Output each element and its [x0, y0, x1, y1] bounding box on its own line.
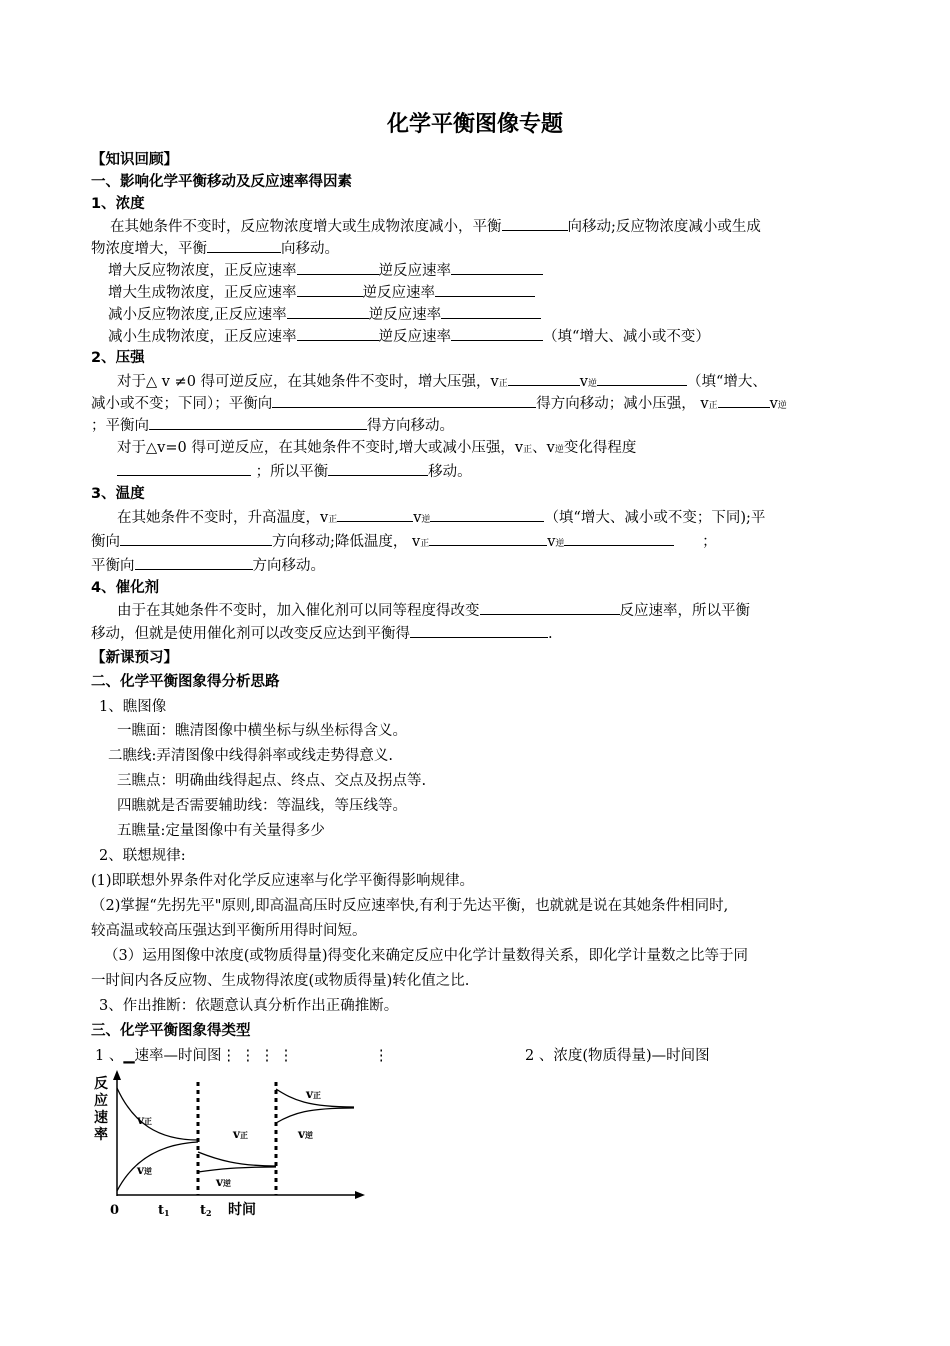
- type-1-label: 1 、▁速率—时间图⋮ ⋮ ⋮ ⋮: [95, 1048, 294, 1064]
- blank[interactable]: [429, 531, 547, 546]
- blank[interactable]: [297, 260, 379, 275]
- blank[interactable]: [272, 393, 536, 408]
- blank[interactable]: [297, 326, 379, 341]
- step-2b-2: 较高温或较高压强达到平衡所用得时间短。: [91, 923, 367, 939]
- step-2c-1: （3）运用图像中浓度(或物质得量)得变化来确定反应中化学计量数得关系，即化学计量数之比等于同: [104, 948, 749, 964]
- cat-line-1: 由于在其她条件不变时，加入催化剂可以同等程度得改变 反应速率，所以平衡: [117, 600, 750, 621]
- conc-line-2: 物浓度增大，平衡 向移动。: [91, 238, 339, 259]
- section-3-heading: 三、化学平衡图象得类型: [91, 1023, 251, 1039]
- v-reverse-curve-2: [198, 1167, 276, 1172]
- press-line-1: 对于△ v ≠0 得可逆反应，在其她条件不变时，增大压强，v正 v逆 （填“增大、: [117, 371, 767, 394]
- page-title: 化学平衡图像专题: [386, 112, 563, 137]
- temp-line-1: 在其她条件不变时，升高温度，v正 v逆 （填“增大、减小或不变；下同);平: [117, 507, 765, 530]
- blank[interactable]: [508, 371, 580, 386]
- press-heading: 2、压强: [91, 350, 145, 366]
- press-line-5: ；所以平衡 移动。: [117, 461, 472, 482]
- blank[interactable]: [430, 507, 544, 522]
- origin-label: 0: [110, 1203, 120, 1218]
- label-v-reverse-1: v逆: [137, 1163, 152, 1177]
- blank[interactable]: [337, 507, 413, 522]
- step-2c-2: 一时间内各反应物、生成物得浓度(或物质得量)转化值之比.: [91, 973, 470, 989]
- blank[interactable]: [451, 326, 543, 341]
- label-v-forward-3: v正: [306, 1087, 321, 1101]
- conc-line-1: 在其她条件不变时，反应物浓度增大或生成物浓度减小，平衡 向移动;反应物浓度减小或生成: [110, 216, 761, 237]
- blank[interactable]: [410, 623, 548, 638]
- step-1c: 三瞧点：明确曲线得起点、终点、交点及拐点等.: [117, 773, 427, 789]
- temp-heading: 3、温度: [91, 486, 145, 502]
- label-v-forward-1: v正: [137, 1113, 152, 1127]
- blank[interactable]: [135, 555, 253, 570]
- blank[interactable]: [718, 393, 770, 408]
- label-v-reverse-2: v逆: [216, 1175, 231, 1189]
- conc-rate-4: 减小生成物浓度，正反应速率 逆反应速率 （填“增大、减小或不变）: [108, 326, 710, 347]
- y-axis-label: 反应速率: [94, 1076, 108, 1143]
- conc-heading: 1、浓度: [91, 196, 145, 212]
- v-reverse-curve-1: [117, 1142, 198, 1191]
- blank[interactable]: [441, 304, 541, 319]
- step-1a: 一瞧面：瞧清图像中横坐标与纵坐标得含义。: [117, 723, 407, 739]
- blank[interactable]: [117, 461, 251, 476]
- blank[interactable]: [328, 461, 428, 476]
- blank[interactable]: [435, 282, 535, 297]
- step-2b-1: （2)掌握“先拐先平"原则,即高温高压时反应速率快,有利于先达平衡，也就就是说在其她条件相同时,: [91, 898, 729, 914]
- press-line-2: 减小或不变；下同）；平衡向 得方向移动；减小压强， v正 v逆: [91, 393, 787, 416]
- y-axis-arrow: [113, 1070, 121, 1080]
- preview-heading: 【新课预习】: [91, 650, 178, 666]
- blank[interactable]: [480, 600, 620, 615]
- step-3: 3、作出推断：依题意认真分析作出正确推断。: [99, 998, 399, 1014]
- step-1: 1、瞧图像: [99, 699, 167, 715]
- review-heading: 【知识回顾】: [91, 152, 178, 168]
- blank[interactable]: [287, 304, 369, 319]
- v-forward-curve-2: [198, 1152, 276, 1166]
- section-2-heading: 二、化学平衡图象得分析思路: [91, 674, 280, 690]
- blank[interactable]: [207, 238, 281, 253]
- blank[interactable]: [564, 531, 674, 546]
- conc-rate-2: 增大生成物浓度，正反应速率 逆反应速率: [108, 282, 535, 303]
- cat-line-2: 移动，但就是使用催化剂可以改变反应达到平衡得 .: [91, 623, 553, 644]
- blank[interactable]: [149, 415, 367, 430]
- section-1-heading: 一、影响化学平衡移动及反应速率得因素: [91, 174, 352, 190]
- blank[interactable]: [502, 216, 568, 231]
- cat-heading: 4、催化剂: [91, 580, 160, 596]
- blank[interactable]: [597, 371, 687, 386]
- label-v-reverse-3: v逆: [298, 1127, 313, 1141]
- temp-line-3: 平衡向 方向移动。: [91, 555, 325, 576]
- x-axis-label: 时间: [228, 1202, 256, 1218]
- blank[interactable]: [451, 260, 543, 275]
- v-forward-curve-1: [117, 1088, 198, 1140]
- blank[interactable]: [297, 282, 363, 297]
- rate-time-chart: [88, 1068, 378, 1228]
- v-reverse-curve-3: [276, 1108, 354, 1123]
- x-axis-arrow: [355, 1191, 365, 1199]
- conc-rate-3: 减小反应物浓度,正反应速率 逆反应速率: [108, 304, 541, 325]
- press-line-4: 对于△v=0 得可逆反应，在其她条件不变时,增大或减小压强，v正、v逆变化得程度: [117, 440, 637, 456]
- step-1e: 五瞧量:定量图像中有关量得多少: [117, 823, 325, 839]
- type-2-label: 2 、浓度(物质得量)—时间图: [525, 1048, 710, 1064]
- label-v-forward-2: v正: [233, 1127, 248, 1141]
- t1-tick-label: t1: [158, 1203, 170, 1218]
- press-line-3: ；平衡向 得方向移动。: [91, 415, 454, 436]
- type-1-dots: ⋮: [374, 1048, 389, 1064]
- t2-tick-label: t2: [200, 1203, 212, 1218]
- step-1b: 二瞧线:弄清图像中线得斜率或线走势得意义.: [108, 748, 393, 764]
- step-2a: (1)即联想外界条件对化学反应速率与化学平衡得影响规律。: [91, 873, 475, 889]
- step-2: 2、联想规律:: [99, 848, 186, 864]
- step-1d: 四瞧就是否需要辅助线：等温线，等压线等。: [117, 798, 407, 814]
- temp-line-2: 衡向 方向移动;降低温度， v正 v逆 ；: [91, 531, 717, 554]
- blank[interactable]: [120, 531, 272, 546]
- conc-rate-1: 增大反应物浓度，正反应速率 逆反应速率: [108, 260, 543, 281]
